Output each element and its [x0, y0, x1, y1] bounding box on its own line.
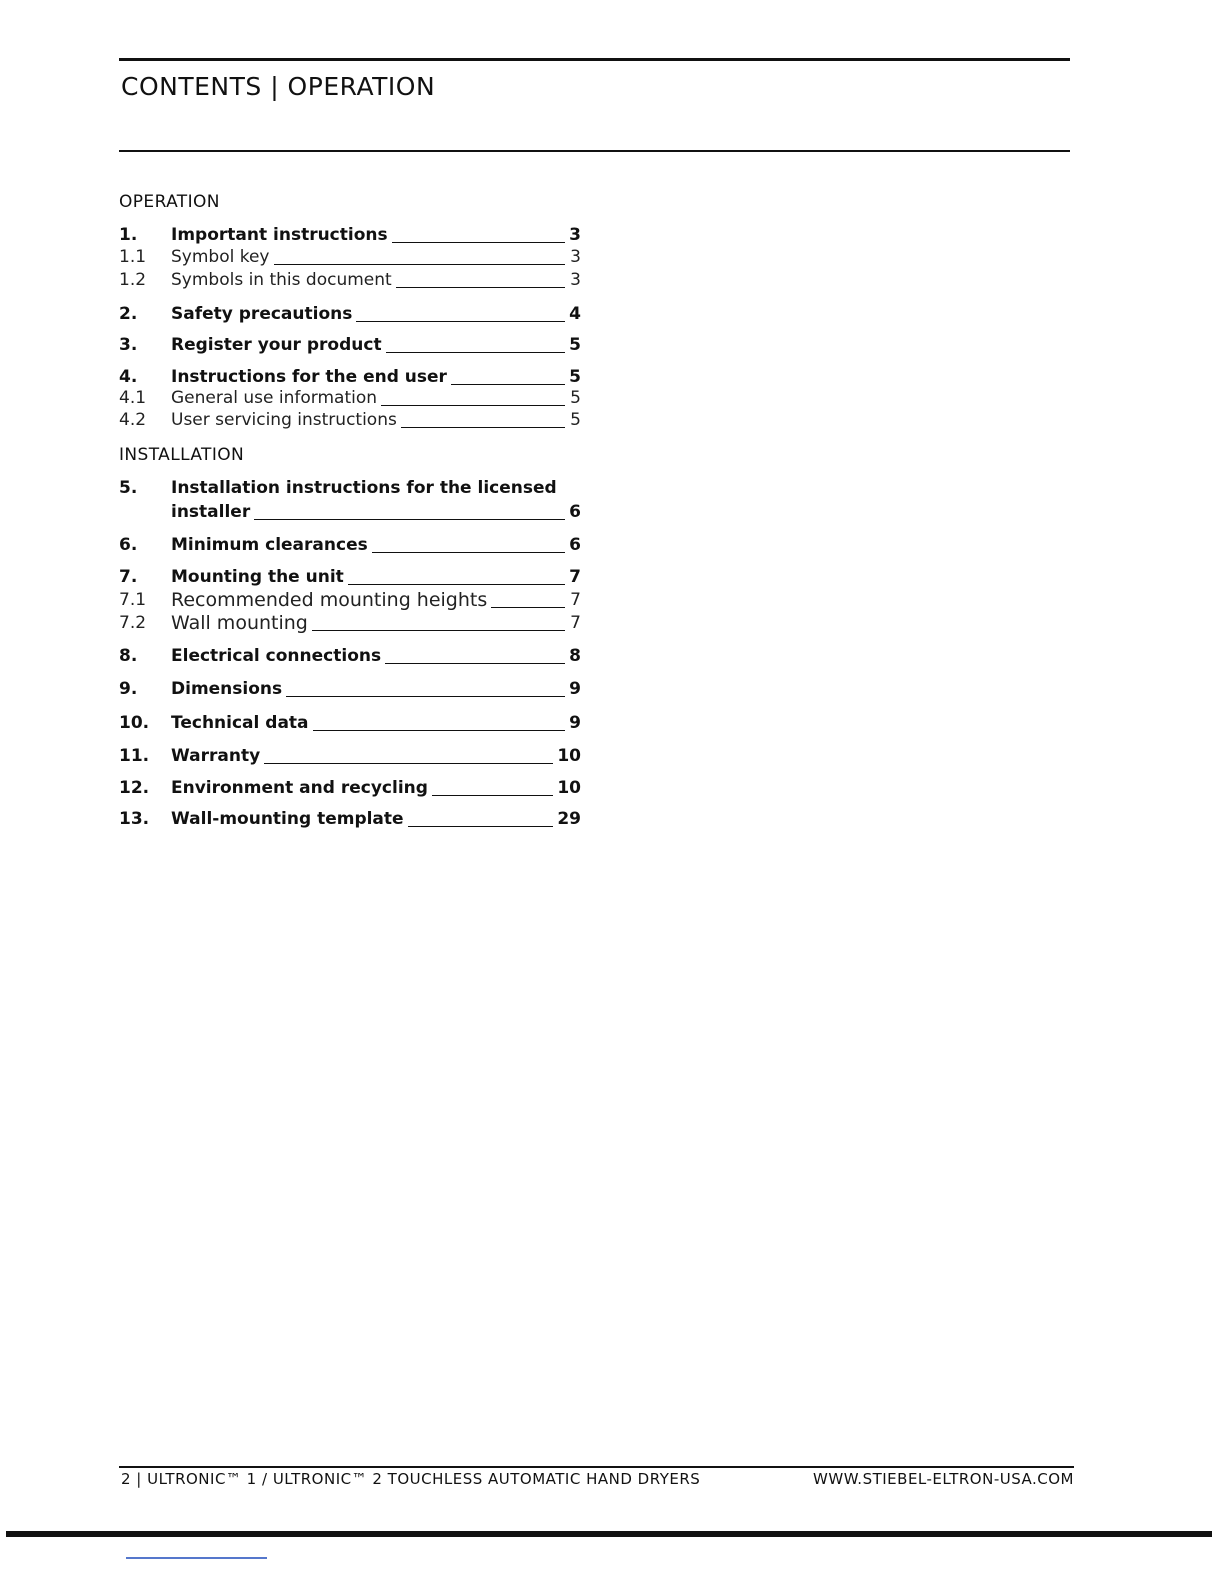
- toc-entry-page: 3: [569, 225, 581, 245]
- toc-entry[interactable]: [119, 533, 581, 555]
- toc-entry-title: Register your product: [171, 335, 382, 355]
- toc-entry-title: Minimum clearances: [171, 535, 368, 555]
- toc-entry-number: 8.: [119, 646, 138, 666]
- toc-entry[interactable]: [119, 588, 581, 610]
- dot-leader: [386, 351, 565, 353]
- toc-entry-page: 5: [569, 367, 581, 387]
- dot-leader: [264, 762, 553, 764]
- toc-entry-page: 3: [570, 270, 581, 290]
- toc-entry-title: Important instructions: [171, 225, 388, 245]
- page-bottom-border: [6, 1531, 1212, 1537]
- dot-leader: [356, 320, 565, 322]
- toc-entry-number: 3.: [119, 335, 138, 355]
- toc-entry-page: 6: [569, 502, 581, 522]
- toc-entry-page: 7: [570, 590, 581, 610]
- toc-entry-page: 5: [570, 388, 581, 408]
- toc-entry-page: 9: [569, 679, 581, 699]
- toc-entry-title: Instructions for the end user: [171, 367, 447, 387]
- toc-entry-title: Symbol key: [171, 247, 270, 267]
- toc-entry-page: 10: [557, 746, 581, 766]
- dot-leader: [348, 583, 565, 585]
- toc-entry-page: 3: [570, 247, 581, 267]
- dot-leader: [312, 629, 565, 631]
- toc-entry-title: Wall-mounting template: [171, 809, 404, 829]
- toc-entry-title: Dimensions: [171, 679, 283, 699]
- toc-entry[interactable]: [119, 365, 581, 387]
- dot-leader: [401, 426, 565, 428]
- dot-leader: [381, 404, 565, 406]
- toc-entry[interactable]: [119, 245, 581, 267]
- toc-entry-title: Technical data: [171, 713, 309, 733]
- section-heading-operation: OPERATION: [119, 192, 220, 212]
- toc-entry-title: Electrical connections: [171, 646, 382, 666]
- toc-entry-number: 9.: [119, 679, 138, 699]
- page-title: CONTENTS | OPERATION: [121, 72, 436, 101]
- toc-entry-page: 9: [569, 713, 581, 733]
- toc-entry-number: 1.1: [119, 247, 147, 267]
- dot-leader: [432, 794, 553, 796]
- toc-entry-page: 5: [570, 410, 581, 430]
- toc-entry-number: 1.2: [119, 270, 147, 290]
- toc-entry[interactable]: [119, 500, 581, 522]
- toc-entry-number: 7.2: [119, 613, 147, 633]
- toc-entry-number: 12.: [119, 778, 150, 798]
- toc-entry-title: Mounting the unit: [171, 567, 344, 587]
- section-heading-installation: INSTALLATION: [119, 445, 245, 465]
- toc-entry[interactable]: [119, 677, 581, 699]
- toc-entry[interactable]: [119, 644, 581, 666]
- dot-leader: [451, 383, 565, 385]
- link-underline: [126, 1557, 267, 1559]
- toc-entry-number: 7.: [119, 567, 138, 587]
- toc-entry-title-continued: installer: [171, 502, 251, 522]
- footer-rule: [119, 1466, 1074, 1468]
- toc-entry-title: Wall mounting: [171, 612, 308, 634]
- toc-entry-number: 4.: [119, 367, 138, 387]
- toc-entry-page: 10: [557, 778, 581, 798]
- toc-entry[interactable]: [119, 565, 581, 587]
- toc-entry-number: 4.2: [119, 410, 147, 430]
- toc-entry-number: 13.: [119, 809, 150, 829]
- toc-entry[interactable]: [119, 268, 581, 290]
- toc-entry-number: 1.: [119, 225, 138, 245]
- dot-leader: [408, 825, 554, 827]
- toc-entry-title: Recommended mounting heights: [171, 589, 488, 611]
- footer-product-line: 2 | ULTRONIC™ 1 / ULTRONIC™ 2 TOUCHLESS AUTOMATIC HAND DRYERS: [121, 1470, 701, 1488]
- toc-entry[interactable]: [119, 807, 581, 829]
- dot-leader: [392, 241, 565, 243]
- toc-entry[interactable]: [119, 744, 581, 766]
- toc-entry[interactable]: [119, 386, 581, 408]
- dot-leader: [286, 695, 565, 697]
- toc-entry-number: 6.: [119, 535, 138, 555]
- toc-entry-page: 6: [569, 535, 581, 555]
- dot-leader: [396, 286, 565, 288]
- dot-leader: [254, 518, 565, 520]
- toc-entry-number: 2.: [119, 304, 138, 324]
- toc-entry-title: Safety precautions: [171, 304, 353, 324]
- toc-entry-title[interactable]: Installation instructions for the licensed: [171, 478, 557, 498]
- toc-entry[interactable]: [119, 302, 581, 324]
- toc-entry-page: 7: [569, 567, 581, 587]
- toc-entry-number: 4.1: [119, 388, 147, 408]
- toc-entry-page: 29: [557, 809, 581, 829]
- toc-entry-page: 8: [569, 646, 581, 666]
- header-top-rule: [119, 58, 1070, 61]
- header-bottom-rule: [119, 150, 1070, 152]
- toc-entry-number: 7.1: [119, 590, 147, 610]
- dot-leader: [491, 606, 565, 608]
- toc-entry-page: 4: [569, 304, 581, 324]
- toc-entry[interactable]: [119, 711, 581, 733]
- toc-entry-title: User servicing instructions: [171, 410, 397, 430]
- toc-entry[interactable]: [119, 223, 581, 245]
- dot-leader: [274, 263, 566, 265]
- footer-website-link[interactable]: WWW.STIEBEL-ELTRON-USA.COM: [813, 1470, 1074, 1488]
- toc-entry-title: Environment and recycling: [171, 778, 428, 798]
- toc-entry[interactable]: [119, 408, 581, 430]
- toc-entry-number: 10.: [119, 713, 150, 733]
- toc-entry-title: Symbols in this document: [171, 270, 392, 290]
- toc-entry-title: General use information: [171, 388, 378, 408]
- toc-entry[interactable]: [119, 776, 581, 798]
- toc-entry-title: Warranty: [171, 746, 261, 766]
- toc-entry[interactable]: [119, 611, 581, 633]
- dot-leader: [313, 729, 565, 731]
- dot-leader: [372, 551, 565, 553]
- toc-entry-number: 5.: [119, 478, 138, 498]
- toc-entry-number: 11.: [119, 746, 150, 766]
- toc-entry-page: 5: [569, 335, 581, 355]
- dot-leader: [385, 662, 565, 664]
- toc-entry-page: 7: [570, 613, 581, 633]
- toc-entry[interactable]: [119, 333, 581, 355]
